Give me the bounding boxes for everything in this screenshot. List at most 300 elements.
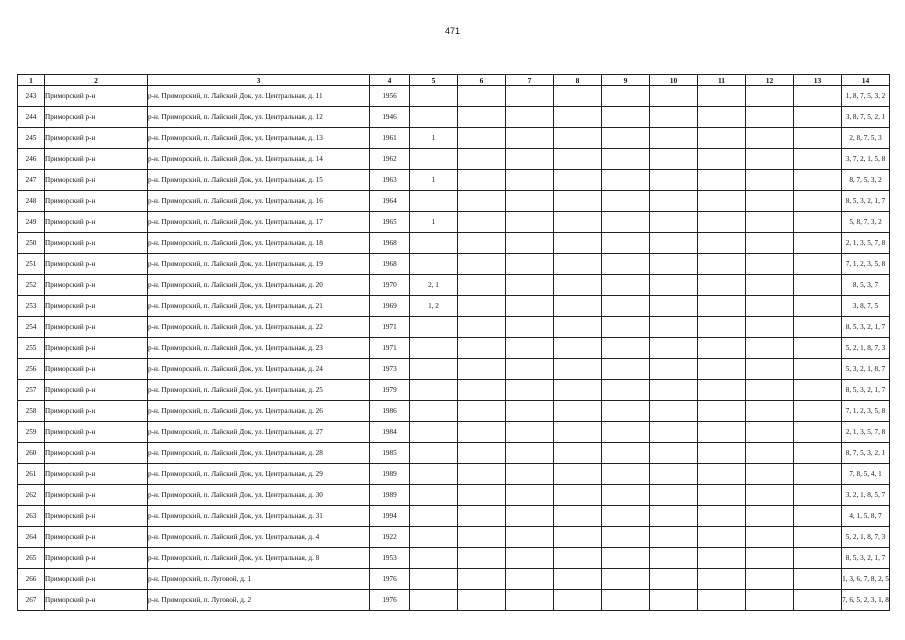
year-cell: 1971 — [370, 338, 410, 359]
column-5-cell — [410, 443, 458, 464]
column-5-cell — [410, 254, 458, 275]
district-cell: Приморский р-н — [45, 590, 148, 611]
column-10-cell — [650, 212, 698, 233]
codes-cell: 8, 5, 3, 2, 1, 7 — [842, 380, 890, 401]
codes-cell: 3, 7, 2, 1, 5, 8 — [842, 149, 890, 170]
column-8-cell — [554, 548, 602, 569]
column-9-cell — [602, 401, 650, 422]
column-9-cell — [602, 380, 650, 401]
column-12-cell — [746, 191, 794, 212]
district-cell: Приморский р-н — [45, 296, 148, 317]
column-6-cell — [458, 317, 506, 338]
column-7-cell — [506, 485, 554, 506]
column-13-cell — [794, 212, 842, 233]
column-7-cell — [506, 107, 554, 128]
address-cell: р-н. Приморский, п. Лайский Док, ул. Центральная, д. 24 — [148, 359, 370, 380]
column-9-cell — [602, 422, 650, 443]
year-cell: 1976 — [370, 590, 410, 611]
column-13-cell — [794, 443, 842, 464]
address-cell: р-н. Приморский, п. Лайский Док, ул. Центральная, д. 25 — [148, 380, 370, 401]
codes-cell: 4, 1, 5, 8, 7 — [842, 506, 890, 527]
column-11-cell — [698, 296, 746, 317]
table-row — [18, 506, 890, 527]
column-6-cell — [458, 296, 506, 317]
column-6-cell — [458, 401, 506, 422]
column-7-cell — [506, 548, 554, 569]
column-9-cell — [602, 86, 650, 107]
column-8-cell — [554, 443, 602, 464]
table-row — [18, 128, 890, 149]
codes-cell: 7, 1, 2, 3, 5, 8 — [842, 254, 890, 275]
column-9-cell — [602, 275, 650, 296]
column-5-cell — [410, 527, 458, 548]
column-13-cell — [794, 422, 842, 443]
column-5-cell — [410, 233, 458, 254]
column-7-cell — [506, 464, 554, 485]
column-12-cell — [746, 401, 794, 422]
column-7-cell — [506, 275, 554, 296]
table-row — [18, 359, 890, 380]
column-7-cell — [506, 443, 554, 464]
column-10-cell — [650, 590, 698, 611]
column-11-cell — [698, 359, 746, 380]
column-12-cell — [746, 149, 794, 170]
column-header: 9 — [602, 75, 650, 86]
column-6-cell — [458, 569, 506, 590]
column-7-cell — [506, 149, 554, 170]
table-row — [18, 254, 890, 275]
column-6-cell — [458, 170, 506, 191]
column-11-cell — [698, 380, 746, 401]
column-9-cell — [602, 128, 650, 149]
district-cell: Приморский р-н — [45, 254, 148, 275]
column-9-cell — [602, 212, 650, 233]
table-row — [18, 317, 890, 338]
column-6-cell — [458, 443, 506, 464]
district-cell: Приморский р-н — [45, 464, 148, 485]
column-8-cell — [554, 359, 602, 380]
column-6-cell — [458, 128, 506, 149]
column-12-cell — [746, 86, 794, 107]
column-9-cell — [602, 233, 650, 254]
column-13-cell — [794, 401, 842, 422]
column-11-cell — [698, 212, 746, 233]
codes-cell: 5, 2, 1, 8, 7, 3 — [842, 527, 890, 548]
column-12-cell — [746, 548, 794, 569]
column-13-cell — [794, 590, 842, 611]
column-6-cell — [458, 506, 506, 527]
address-cell: р-н. Приморский, п. Лайский Док, ул. Центральная, д. 18 — [148, 233, 370, 254]
column-11-cell — [698, 443, 746, 464]
column-9-cell — [602, 590, 650, 611]
column-8-cell — [554, 485, 602, 506]
column-10-cell — [650, 359, 698, 380]
column-6-cell — [458, 86, 506, 107]
row-number-cell: 255 — [18, 338, 45, 359]
column-8-cell — [554, 128, 602, 149]
column-10-cell — [650, 464, 698, 485]
codes-cell: 3, 2, 1, 8, 5, 7 — [842, 485, 890, 506]
address-cell: р-н. Приморский, п. Лайский Док, ул. Центральная, д. 19 — [148, 254, 370, 275]
column-11-cell — [698, 233, 746, 254]
table-row — [18, 590, 890, 611]
district-cell: Приморский р-н — [45, 191, 148, 212]
codes-cell: 5, 3, 2, 1, 8, 7 — [842, 359, 890, 380]
address-cell: р-н. Приморский, п. Луговой, д. 2 — [148, 590, 370, 611]
column-7-cell — [506, 590, 554, 611]
column-9-cell — [602, 317, 650, 338]
column-6-cell — [458, 254, 506, 275]
column-13-cell — [794, 506, 842, 527]
column-6-cell — [458, 380, 506, 401]
year-cell: 1961 — [370, 128, 410, 149]
row-number-cell: 253 — [18, 296, 45, 317]
year-cell: 1985 — [370, 443, 410, 464]
address-cell: р-н. Приморский, п. Лайский Док, ул. Центральная, д. 23 — [148, 338, 370, 359]
table-row — [18, 527, 890, 548]
codes-cell: 5, 8, 7, 3, 2 — [842, 212, 890, 233]
column-7-cell — [506, 338, 554, 359]
column-11-cell — [698, 506, 746, 527]
column-11-cell — [698, 128, 746, 149]
column-header: 14 — [842, 75, 890, 86]
column-7-cell — [506, 212, 554, 233]
row-number-cell: 260 — [18, 443, 45, 464]
district-cell: Приморский р-н — [45, 506, 148, 527]
column-8-cell — [554, 191, 602, 212]
column-12-cell — [746, 569, 794, 590]
column-13-cell — [794, 464, 842, 485]
column-header: 6 — [458, 75, 506, 86]
codes-cell: 8, 5, 3, 2, 1, 7 — [842, 191, 890, 212]
codes-cell: 3, 8, 7, 5, 2, 1 — [842, 107, 890, 128]
column-9-cell — [602, 191, 650, 212]
column-5-cell — [410, 338, 458, 359]
codes-cell: 8, 7, 5, 3, 2, 1 — [842, 443, 890, 464]
address-cell: р-н. Приморский, п. Лайский Док, ул. Центральная, д. 11 — [148, 86, 370, 107]
codes-cell: 5, 2, 1, 8, 7, 3 — [842, 338, 890, 359]
district-cell: Приморский р-н — [45, 86, 148, 107]
column-6-cell — [458, 233, 506, 254]
column-header: 10 — [650, 75, 698, 86]
row-number-cell: 263 — [18, 506, 45, 527]
column-13-cell — [794, 338, 842, 359]
column-7-cell — [506, 254, 554, 275]
column-12-cell — [746, 443, 794, 464]
row-number-cell: 252 — [18, 275, 45, 296]
row-number-cell: 256 — [18, 359, 45, 380]
column-10-cell — [650, 338, 698, 359]
year-cell: 1984 — [370, 422, 410, 443]
district-cell: Приморский р-н — [45, 317, 148, 338]
year-cell: 1962 — [370, 149, 410, 170]
codes-cell: 3, 8, 7, 5 — [842, 296, 890, 317]
column-9-cell — [602, 485, 650, 506]
year-cell: 1970 — [370, 275, 410, 296]
column-13-cell — [794, 233, 842, 254]
column-6-cell — [458, 548, 506, 569]
table-row — [18, 380, 890, 401]
column-10-cell — [650, 422, 698, 443]
column-6-cell — [458, 590, 506, 611]
column-8-cell — [554, 86, 602, 107]
column-13-cell — [794, 569, 842, 590]
table-row — [18, 149, 890, 170]
column-6-cell — [458, 107, 506, 128]
row-number-cell: 261 — [18, 464, 45, 485]
column-9-cell — [602, 359, 650, 380]
column-10-cell — [650, 443, 698, 464]
row-number-cell: 267 — [18, 590, 45, 611]
column-9-cell — [602, 569, 650, 590]
year-cell: 1946 — [370, 107, 410, 128]
column-6-cell — [458, 422, 506, 443]
column-5-cell — [410, 380, 458, 401]
table-row — [18, 212, 890, 233]
column-5-cell: 2, 1 — [410, 275, 458, 296]
row-number-cell: 250 — [18, 233, 45, 254]
column-11-cell — [698, 548, 746, 569]
column-8-cell — [554, 296, 602, 317]
column-7-cell — [506, 422, 554, 443]
district-cell: Приморский р-н — [45, 443, 148, 464]
column-13-cell — [794, 527, 842, 548]
column-12-cell — [746, 233, 794, 254]
column-8-cell — [554, 380, 602, 401]
codes-cell: 7, 6, 5, 2, 3, 1, 8 — [842, 590, 890, 611]
row-number-cell: 244 — [18, 107, 45, 128]
column-10-cell — [650, 275, 698, 296]
column-11-cell — [698, 317, 746, 338]
column-7-cell — [506, 527, 554, 548]
column-5-cell — [410, 422, 458, 443]
column-7-cell — [506, 569, 554, 590]
district-cell: Приморский р-н — [45, 527, 148, 548]
column-12-cell — [746, 590, 794, 611]
column-12-cell — [746, 128, 794, 149]
codes-cell: 7, 8, 5, 4, 1 — [842, 464, 890, 485]
column-5-cell — [410, 317, 458, 338]
column-5-cell — [410, 590, 458, 611]
address-cell: р-н. Приморский, п. Лайский Док, ул. Центральная, д. 20 — [148, 275, 370, 296]
column-5-cell — [410, 86, 458, 107]
row-number-cell: 258 — [18, 401, 45, 422]
district-cell: Приморский р-н — [45, 170, 148, 191]
column-9-cell — [602, 548, 650, 569]
column-6-cell — [458, 275, 506, 296]
address-cell: р-н. Приморский, п. Лайский Док, ул. Центральная, д. 22 — [148, 317, 370, 338]
column-5-cell — [410, 548, 458, 569]
column-13-cell — [794, 191, 842, 212]
district-cell: Приморский р-н — [45, 380, 148, 401]
column-5-cell — [410, 191, 458, 212]
column-10-cell — [650, 128, 698, 149]
column-5-cell — [410, 359, 458, 380]
district-cell: Приморский р-н — [45, 128, 148, 149]
district-cell: Приморский р-н — [45, 548, 148, 569]
column-6-cell — [458, 464, 506, 485]
district-cell: Приморский р-н — [45, 569, 148, 590]
address-cell: р-н. Приморский, п. Лайский Док, ул. Центральная, д. 13 — [148, 128, 370, 149]
column-8-cell — [554, 275, 602, 296]
column-9-cell — [602, 170, 650, 191]
column-6-cell — [458, 485, 506, 506]
column-11-cell — [698, 170, 746, 191]
column-5-cell — [410, 464, 458, 485]
address-cell: р-н. Приморский, п. Лайский Док, ул. Центральная, д. 15 — [148, 170, 370, 191]
district-cell: Приморский р-н — [45, 107, 148, 128]
table-row — [18, 569, 890, 590]
codes-cell: 2, 1, 3, 5, 7, 8 — [842, 422, 890, 443]
column-5-cell: 1, 2 — [410, 296, 458, 317]
column-7-cell — [506, 86, 554, 107]
column-7-cell — [506, 128, 554, 149]
column-12-cell — [746, 464, 794, 485]
column-8-cell — [554, 233, 602, 254]
column-8-cell — [554, 317, 602, 338]
row-number-cell: 247 — [18, 170, 45, 191]
column-11-cell — [698, 107, 746, 128]
year-cell: 1965 — [370, 212, 410, 233]
column-11-cell — [698, 275, 746, 296]
table-row — [18, 170, 890, 191]
column-9-cell — [602, 338, 650, 359]
column-13-cell — [794, 548, 842, 569]
column-9-cell — [602, 107, 650, 128]
district-cell: Приморский р-н — [45, 422, 148, 443]
column-10-cell — [650, 254, 698, 275]
column-6-cell — [458, 527, 506, 548]
table-row — [18, 191, 890, 212]
column-9-cell — [602, 506, 650, 527]
table-row — [18, 107, 890, 128]
column-11-cell — [698, 569, 746, 590]
address-cell: р-н. Приморский, п. Лайский Док, ул. Центральная, д. 14 — [148, 149, 370, 170]
column-6-cell — [458, 212, 506, 233]
column-13-cell — [794, 149, 842, 170]
row-number-cell: 248 — [18, 191, 45, 212]
column-9-cell — [602, 149, 650, 170]
codes-cell: 8, 5, 3, 2, 1, 7 — [842, 548, 890, 569]
address-cell: р-н. Приморский, п. Лайский Док, ул. Центральная, д. 26 — [148, 401, 370, 422]
column-8-cell — [554, 149, 602, 170]
column-header: 7 — [506, 75, 554, 86]
year-cell: 1976 — [370, 569, 410, 590]
column-13-cell — [794, 275, 842, 296]
column-10-cell — [650, 149, 698, 170]
column-header: 4 — [370, 75, 410, 86]
address-cell: р-н. Приморский, п. Лайский Док, ул. Центральная, д. 27 — [148, 422, 370, 443]
column-11-cell — [698, 464, 746, 485]
column-11-cell — [698, 254, 746, 275]
column-5-cell — [410, 107, 458, 128]
column-7-cell — [506, 191, 554, 212]
column-header: 8 — [554, 75, 602, 86]
district-cell: Приморский р-н — [45, 359, 148, 380]
column-10-cell — [650, 191, 698, 212]
year-cell: 1994 — [370, 506, 410, 527]
column-9-cell — [602, 296, 650, 317]
column-10-cell — [650, 296, 698, 317]
column-8-cell — [554, 338, 602, 359]
column-8-cell — [554, 569, 602, 590]
year-cell: 1968 — [370, 254, 410, 275]
column-8-cell — [554, 590, 602, 611]
column-10-cell — [650, 548, 698, 569]
column-5-cell — [410, 149, 458, 170]
address-cell: р-н. Приморский, п. Луговой, д. 1 — [148, 569, 370, 590]
column-12-cell — [746, 485, 794, 506]
column-header: 3 — [148, 75, 370, 86]
column-5-cell: 1 — [410, 128, 458, 149]
row-number-cell: 259 — [18, 422, 45, 443]
column-5-cell — [410, 401, 458, 422]
codes-cell: 7, 1, 2, 3, 5, 8 — [842, 401, 890, 422]
district-cell: Приморский р-н — [45, 212, 148, 233]
column-9-cell — [602, 443, 650, 464]
column-6-cell — [458, 338, 506, 359]
column-7-cell — [506, 317, 554, 338]
column-12-cell — [746, 380, 794, 401]
year-cell: 1922 — [370, 527, 410, 548]
column-12-cell — [746, 170, 794, 191]
district-cell: Приморский р-н — [45, 149, 148, 170]
column-7-cell — [506, 170, 554, 191]
year-cell: 1969 — [370, 296, 410, 317]
column-10-cell — [650, 527, 698, 548]
column-7-cell — [506, 401, 554, 422]
column-header: 2 — [45, 75, 148, 86]
column-9-cell — [602, 254, 650, 275]
column-12-cell — [746, 359, 794, 380]
table-row — [18, 443, 890, 464]
year-cell: 1973 — [370, 359, 410, 380]
column-8-cell — [554, 506, 602, 527]
table-row — [18, 485, 890, 506]
column-10-cell — [650, 233, 698, 254]
column-8-cell — [554, 464, 602, 485]
column-8-cell — [554, 422, 602, 443]
year-cell: 1971 — [370, 317, 410, 338]
district-cell: Приморский р-н — [45, 485, 148, 506]
column-10-cell — [650, 485, 698, 506]
column-8-cell — [554, 107, 602, 128]
row-number-cell: 266 — [18, 569, 45, 590]
column-8-cell — [554, 212, 602, 233]
column-11-cell — [698, 422, 746, 443]
table-body — [18, 86, 890, 611]
column-12-cell — [746, 506, 794, 527]
table-row — [18, 464, 890, 485]
column-9-cell — [602, 464, 650, 485]
column-7-cell — [506, 359, 554, 380]
column-12-cell — [746, 254, 794, 275]
column-header: 11 — [698, 75, 746, 86]
column-12-cell — [746, 338, 794, 359]
address-cell: р-н. Приморский, п. Лайский Док, ул. Центральная, д. 28 — [148, 443, 370, 464]
column-5-cell — [410, 569, 458, 590]
column-header: 1 — [18, 75, 45, 86]
codes-cell: 2, 8, 7, 5, 3 — [842, 128, 890, 149]
row-number-cell: 262 — [18, 485, 45, 506]
row-number-cell: 246 — [18, 149, 45, 170]
column-13-cell — [794, 254, 842, 275]
column-11-cell — [698, 86, 746, 107]
column-header: 12 — [746, 75, 794, 86]
table-row — [18, 233, 890, 254]
column-12-cell — [746, 317, 794, 338]
column-13-cell — [794, 170, 842, 191]
